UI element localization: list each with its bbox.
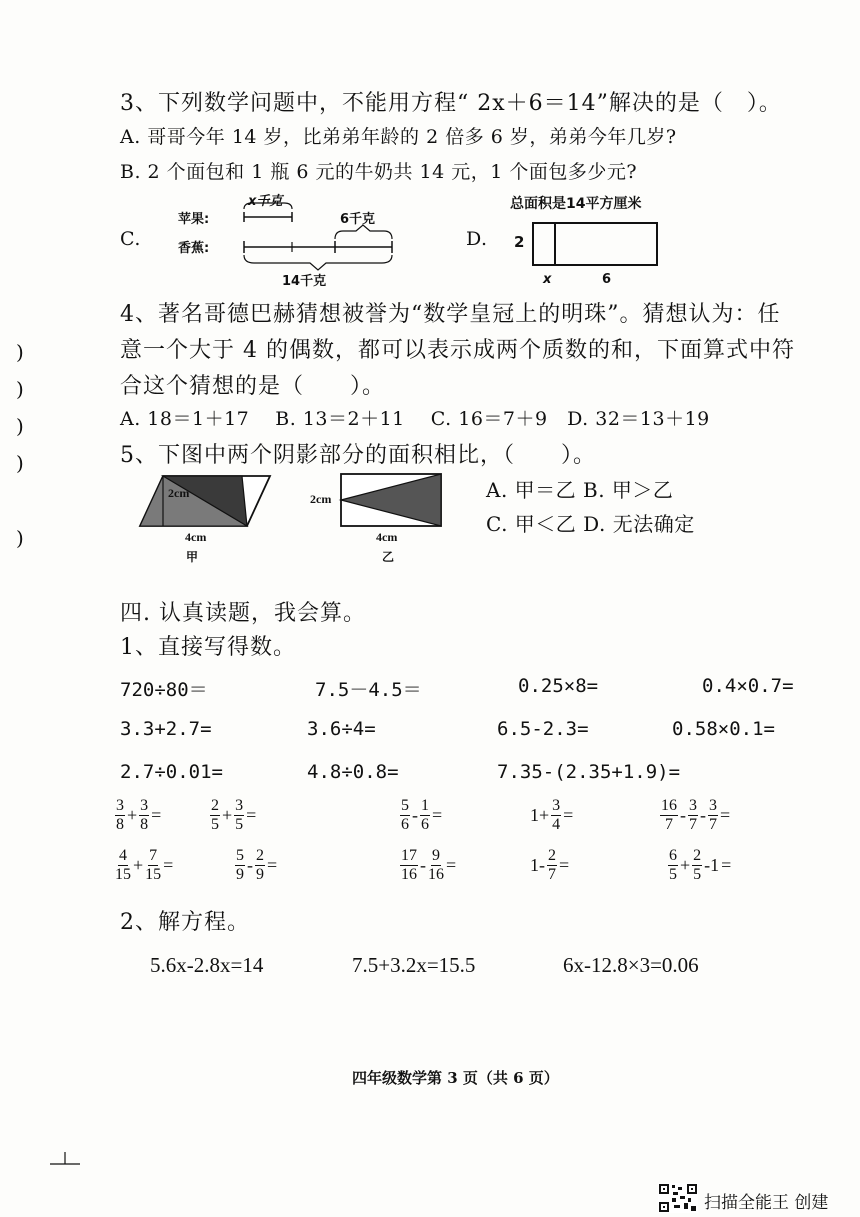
denominator: 5 bbox=[235, 816, 244, 833]
fraction bbox=[688, 797, 698, 834]
fig2-name: 乙 bbox=[382, 550, 395, 564]
q5-options-cd: C. 甲＜乙 D. 无法确定 bbox=[486, 512, 695, 536]
equals-sign: = bbox=[246, 805, 257, 825]
numerator: 7 bbox=[149, 847, 158, 864]
fraction-problem bbox=[210, 797, 256, 834]
fig2-base-label: 4cm bbox=[376, 530, 398, 544]
q5-stem: 5、下图中两个阴影部分的面积相比，（ ）。 bbox=[120, 443, 596, 468]
section4-sub2: 2、解方程。 bbox=[120, 910, 250, 935]
fraction bbox=[255, 847, 265, 884]
numerator: 17 bbox=[401, 847, 417, 864]
fraction bbox=[668, 847, 678, 884]
fraction bbox=[400, 847, 418, 884]
fraction bbox=[400, 797, 410, 834]
fig1-name: 甲 bbox=[186, 550, 199, 564]
fraction bbox=[234, 797, 244, 834]
q5-options-ab: A. 甲＝乙 B. 甲＞乙 bbox=[486, 478, 674, 502]
numerator: 2 bbox=[211, 797, 219, 814]
denominator: 4 bbox=[552, 816, 561, 833]
fraction-problem bbox=[400, 847, 456, 884]
denominator: 7 bbox=[689, 816, 697, 833]
fraction bbox=[210, 797, 220, 834]
fraction bbox=[115, 847, 131, 884]
fraction bbox=[145, 847, 161, 884]
denominator: 15 bbox=[145, 866, 162, 883]
q3-stem: 3、下列数学问题中，不能用方程“ 2x＋6＝14”解决的是（ ）。 bbox=[120, 91, 782, 116]
denominator: 15 bbox=[115, 866, 131, 883]
fraction-problem bbox=[400, 797, 442, 834]
fraction-operator: + bbox=[127, 805, 138, 825]
fraction-tail: -1 bbox=[704, 855, 720, 875]
equals-sign: = bbox=[267, 855, 278, 875]
triangle-figure bbox=[338, 470, 444, 532]
calc-r1-c2: 7.5－4.5＝ bbox=[315, 679, 422, 701]
total-kg-label: 14千克 bbox=[282, 274, 327, 289]
numerator: 5 bbox=[401, 797, 409, 814]
segment-diagram bbox=[230, 195, 410, 275]
fig1-height-label: 2cm bbox=[168, 486, 190, 500]
numerator: 3 bbox=[140, 797, 149, 814]
fraction-problem bbox=[235, 847, 277, 884]
banana-label: 香蕉: bbox=[178, 241, 210, 256]
equation-3: 6x-12.8×3=0.06 bbox=[563, 953, 699, 977]
numerator: 5 bbox=[236, 847, 244, 864]
numerator: 1 bbox=[421, 797, 429, 814]
margin-paren-1: ) bbox=[16, 340, 24, 364]
fig2-height-label: 2cm bbox=[310, 492, 332, 506]
calc-r1-c1: 720÷80＝ bbox=[120, 679, 208, 701]
calc-r1-c3: 0.25×8= bbox=[518, 675, 599, 697]
calc-r3-c1: 2.7÷0.01= bbox=[120, 761, 223, 783]
denominator: 8 bbox=[140, 816, 149, 833]
fraction-operator: - bbox=[680, 805, 686, 825]
denominator: 9 bbox=[236, 866, 244, 883]
q3-option-c-letter: C. bbox=[120, 228, 141, 250]
six-kg-label: 6千克 bbox=[340, 212, 376, 227]
equals-sign: = bbox=[432, 805, 443, 825]
q4-line-3: 合这个猜想的是（ ）。 bbox=[120, 374, 386, 399]
calc-r3-c3: 7.35-(2.35+1.9)= bbox=[497, 761, 681, 783]
equals-sign: = bbox=[151, 805, 162, 825]
parallelogram-figure bbox=[135, 470, 275, 532]
fraction-problem bbox=[668, 847, 731, 884]
calc-r2-c3: 6.5-2.3= bbox=[497, 718, 589, 740]
denominator: 7 bbox=[548, 866, 556, 883]
x-kg-label: x千克 bbox=[248, 194, 283, 209]
denominator: 16 bbox=[401, 866, 417, 883]
fraction bbox=[235, 847, 245, 884]
equals-sign: = bbox=[721, 855, 732, 875]
numerator: 2 bbox=[693, 847, 702, 864]
fraction bbox=[547, 847, 557, 884]
scanner-watermark: 扫描全能王 创建 bbox=[704, 1193, 829, 1213]
equals-sign: = bbox=[563, 805, 574, 825]
fraction bbox=[115, 797, 125, 834]
numerator: 3 bbox=[552, 797, 561, 814]
section4-title: 四. 认真读题，我会算。 bbox=[120, 601, 366, 626]
fraction-operator: - bbox=[700, 805, 706, 825]
denominator: 16 bbox=[428, 866, 444, 883]
fraction bbox=[551, 797, 561, 834]
fraction-operator: + bbox=[133, 855, 144, 875]
fraction bbox=[708, 797, 718, 834]
margin-paren-5: ) bbox=[16, 526, 24, 550]
numerator: 2 bbox=[548, 847, 556, 864]
q4-line-1: 4、著名哥德巴赫猜想被誉为“数学皇冠上的明珠”。猜想认为：任 bbox=[120, 302, 781, 327]
numerator: 4 bbox=[119, 847, 127, 864]
denominator: 6 bbox=[401, 816, 409, 833]
equals-sign: = bbox=[446, 855, 457, 875]
fraction-operator: + bbox=[222, 805, 233, 825]
numerator: 3 bbox=[709, 797, 717, 814]
q3-option-a: A. 哥哥今年 14 岁，比弟弟年龄的 2 倍多 6 岁，弟弟今年几岁? bbox=[120, 126, 677, 148]
fig1-base-label: 4cm bbox=[185, 530, 207, 544]
denominator: 6 bbox=[421, 816, 429, 833]
denominator: 7 bbox=[665, 816, 673, 833]
fraction-problem bbox=[115, 797, 161, 834]
margin-paren-3: ) bbox=[16, 414, 24, 438]
equals-sign: = bbox=[163, 855, 174, 875]
fraction bbox=[660, 797, 678, 834]
numerator: 3 bbox=[235, 797, 244, 814]
numerator: 16 bbox=[661, 797, 677, 814]
equals-sign: = bbox=[559, 855, 570, 875]
q3-option-b: B. 2 个面包和 1 瓶 6 元的牛奶共 14 元，1 个面包多少元? bbox=[120, 161, 638, 183]
equals-sign: = bbox=[720, 805, 731, 825]
denominator: 9 bbox=[256, 866, 264, 883]
qr-code-icon bbox=[658, 1183, 698, 1213]
calc-r2-c1: 3.3+2.7= bbox=[120, 718, 212, 740]
equation-1: 5.6x-2.8x=14 bbox=[150, 953, 264, 977]
q4-options: A. 18＝1＋17 B. 13＝2＋11 C. 16＝7＋9 D. 32＝13＋19 bbox=[120, 408, 710, 430]
fraction-operator: + bbox=[680, 855, 691, 875]
equation-2: 7.5+3.2x=15.5 bbox=[352, 953, 476, 977]
fraction-problem bbox=[660, 797, 730, 834]
fraction-problem bbox=[115, 847, 173, 884]
margin-paren-4: ) bbox=[16, 451, 24, 475]
numerator: 3 bbox=[689, 797, 697, 814]
q4-line-2: 意一个大于 4 的偶数，都可以表示成两个质数的和，下面算式中符 bbox=[120, 338, 795, 363]
fraction-problem bbox=[530, 847, 569, 884]
numerator: 3 bbox=[116, 797, 124, 814]
fraction-operator: - bbox=[247, 855, 253, 875]
fraction-operator: - bbox=[412, 805, 418, 825]
fraction bbox=[139, 797, 149, 834]
rectangle-diagram bbox=[530, 220, 660, 270]
area-title: 总面积是14平方厘米 bbox=[510, 196, 642, 212]
denominator: 5 bbox=[693, 866, 702, 883]
calc-r3-c2: 4.8÷0.8= bbox=[307, 761, 399, 783]
calc-r2-c2: 3.6÷4= bbox=[307, 718, 376, 740]
page-footer: 四年级数学第 3 页（共 6 页） bbox=[352, 1069, 559, 1087]
rect-six-label: 6 bbox=[602, 272, 612, 287]
calc-r1-c4: 0.4×0.7= bbox=[702, 675, 794, 697]
q3-option-d-letter: D. bbox=[466, 228, 488, 250]
fraction bbox=[428, 847, 444, 884]
fraction-problem bbox=[530, 797, 573, 834]
denominator: 8 bbox=[116, 816, 124, 833]
denominator: 5 bbox=[669, 866, 677, 883]
numerator: 9 bbox=[432, 847, 440, 864]
fraction-operator: - bbox=[420, 855, 426, 875]
section4-sub1: 1、直接写得数。 bbox=[120, 635, 296, 660]
rect-x-label: x bbox=[543, 272, 552, 287]
fraction bbox=[692, 847, 702, 884]
numerator: 2 bbox=[256, 847, 264, 864]
apple-label: 苹果: bbox=[178, 212, 210, 227]
fraction bbox=[420, 797, 430, 834]
denominator: 5 bbox=[211, 816, 219, 833]
fraction-lead: 1+ bbox=[530, 805, 550, 825]
margin-paren-2: ) bbox=[16, 377, 24, 401]
rect-height-label: 2 bbox=[514, 233, 525, 251]
numerator: 6 bbox=[669, 847, 677, 864]
crop-mark bbox=[50, 1150, 82, 1170]
denominator: 7 bbox=[709, 816, 717, 833]
fraction-lead: 1- bbox=[530, 855, 545, 875]
calc-r2-c4: 0.58×0.1= bbox=[672, 718, 775, 740]
